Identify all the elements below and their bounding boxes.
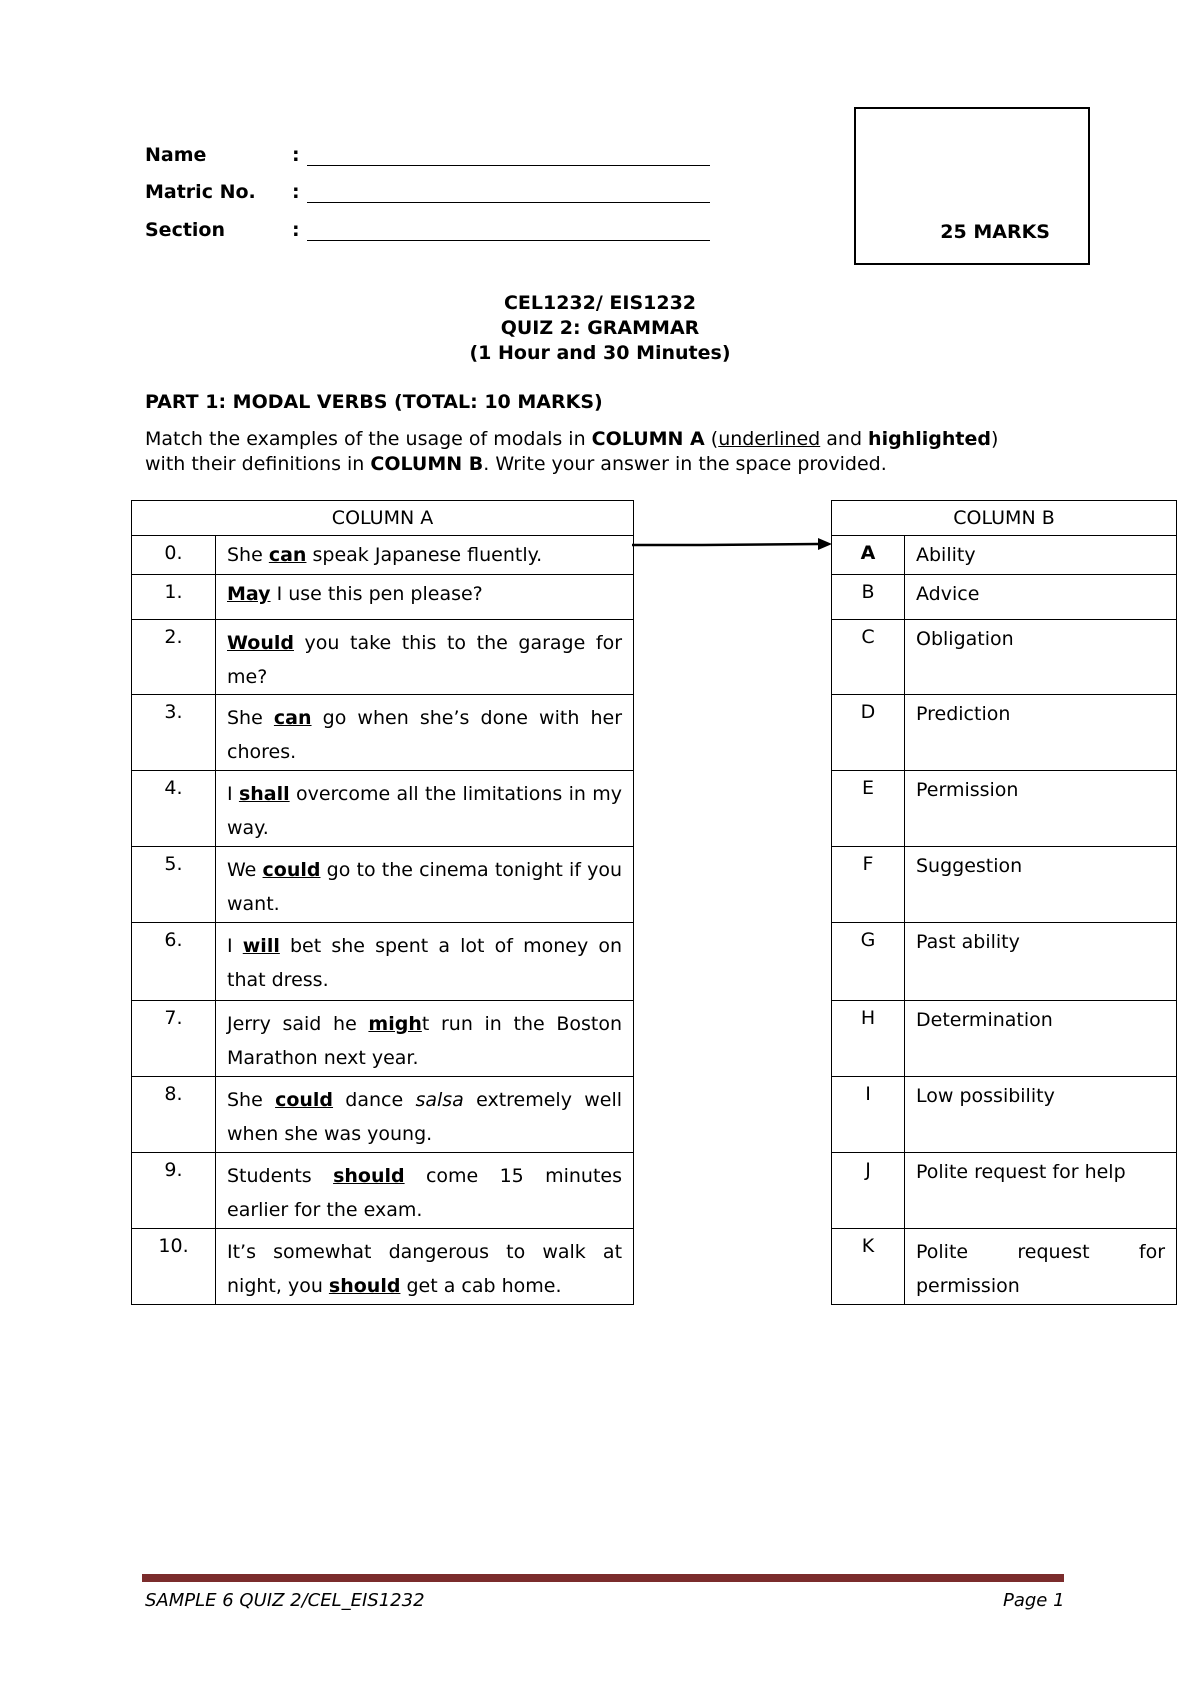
column-b-row: [832, 620, 1177, 695]
definition-text: Permission: [905, 771, 1177, 847]
sentence-post: go to the cinema tonight if you want.: [227, 859, 623, 915]
modal-verb: should: [333, 1165, 405, 1187]
item-number: 2.: [132, 620, 216, 695]
name-colon: :: [292, 144, 300, 166]
item-sentence: [216, 575, 634, 620]
item-sentence: [216, 1077, 634, 1153]
column-a-row: [132, 575, 634, 620]
item-number: 4.: [132, 771, 216, 847]
column-a-row: [132, 771, 634, 847]
example-arrow-icon: [632, 536, 836, 556]
section-label: Section: [145, 219, 226, 241]
modal-verb: can: [268, 544, 307, 566]
item-sentence: [216, 1001, 634, 1077]
sentence-pre: She: [227, 707, 274, 729]
footer-page-number: Page 1: [1003, 1590, 1065, 1611]
column-a-row: [132, 1229, 634, 1305]
instr-underlined: underlined: [718, 428, 821, 450]
definition-text: Polite request for permission: [905, 1229, 1177, 1305]
sentence-pre: I: [227, 783, 239, 805]
sentence-post: I use this pen please?: [270, 583, 483, 605]
column-a-row: [132, 847, 634, 923]
name-blank-line[interactable]: [307, 165, 710, 166]
footer-bar: [142, 1574, 1064, 1582]
item-number: 7.: [132, 1001, 216, 1077]
marks-box: [854, 107, 1090, 265]
sentence-post: t run in the Boston Marathon next year.: [227, 1013, 623, 1069]
instr-bold-2: highlighted: [868, 428, 991, 450]
definition-letter: K: [832, 1229, 905, 1305]
sentence-post: bet she spent a lot of money on that dress.: [227, 935, 623, 991]
item-sentence: [216, 536, 634, 575]
column-a-row: [132, 536, 634, 575]
instr-text-5: with their definitions in: [145, 453, 371, 475]
column-a-row: [132, 620, 634, 695]
item-sentence: [216, 695, 634, 771]
column-b-row: [832, 771, 1177, 847]
item-number: 10.: [132, 1229, 216, 1305]
modal-verb: should: [328, 1275, 401, 1297]
sentence-post: speak Japanese fluently.: [306, 544, 543, 566]
instr-bold-3: COLUMN B: [370, 453, 484, 475]
column-a-row: [132, 1153, 634, 1229]
definition-letter: E: [832, 771, 905, 847]
definition-letter: G: [832, 923, 905, 1001]
instructions: [145, 427, 1105, 477]
sentence-post: overcome all the limitations in my way.: [227, 783, 622, 839]
item-sentence: [216, 923, 634, 1001]
modal-verb: Would: [227, 632, 294, 654]
instr-bold-1: COLUMN A: [591, 428, 705, 450]
item-number: 8.: [132, 1077, 216, 1153]
column-b-table: [831, 500, 1177, 1305]
item-number: 9.: [132, 1153, 216, 1229]
quiz-title: QUIZ 2: GRAMMAR: [500, 317, 700, 339]
instr-text-1: Match the examples of the usage of modals in: [145, 428, 592, 450]
definition-text: Ability: [905, 536, 1177, 575]
column-a-table: [131, 500, 634, 1305]
column-b-row: [832, 847, 1177, 923]
modal-verb: could: [262, 859, 321, 881]
sentence-pre: Students: [227, 1165, 334, 1187]
column-a-row: [132, 1001, 634, 1077]
course-code: CEL1232/ EIS1232: [503, 292, 697, 314]
column-b-row: [832, 695, 1177, 771]
sentence-post: extremely well when she was young.: [227, 1089, 622, 1145]
definition-letter: F: [832, 847, 905, 923]
column-a-header: COLUMN A: [132, 501, 634, 536]
definition-text: Polite request for help: [905, 1153, 1177, 1229]
sentence-pre: It’s somewhat dangerous to walk at night, you: [227, 1241, 623, 1297]
column-b-row: [832, 536, 1177, 575]
matric-blank-line[interactable]: [307, 202, 710, 203]
sentence-italic: salsa: [415, 1089, 464, 1111]
definition-letter: H: [832, 1001, 905, 1077]
definition-text: Determination: [905, 1001, 1177, 1077]
definition-text: Suggestion: [905, 847, 1177, 923]
modal-verb: May: [227, 583, 271, 605]
item-sentence: [216, 1153, 634, 1229]
column-b-header: COLUMN B: [832, 501, 1177, 536]
column-b-row: [832, 575, 1177, 620]
item-sentence: [216, 771, 634, 847]
sentence-pre: Jerry said he: [227, 1013, 369, 1035]
section-blank-line[interactable]: [307, 240, 710, 241]
definition-letter: A: [832, 536, 905, 575]
item-number: 5.: [132, 847, 216, 923]
modal-verb: can: [273, 707, 312, 729]
instr-text-2: (: [704, 428, 719, 450]
column-b-row: [832, 1077, 1177, 1153]
instr-text-4: ): [990, 428, 999, 450]
footer-left-text: SAMPLE 6 QUIZ 2/CEL_EIS1232: [145, 1590, 425, 1611]
definition-text: Past ability: [905, 923, 1177, 1001]
modal-verb: could: [275, 1089, 334, 1111]
definition-letter: C: [832, 620, 905, 695]
marks-text: 25 MARKS: [940, 221, 1050, 243]
instr-text-3: and: [820, 428, 869, 450]
instr-text-6: . Write your answer in the space provided.: [483, 453, 887, 475]
column-a-row: [132, 1077, 634, 1153]
section-colon: :: [292, 219, 300, 241]
item-sentence: [216, 847, 634, 923]
item-number: 0.: [132, 536, 216, 575]
sentence-post: get a cab home.: [400, 1275, 562, 1297]
sentence-post: you take this to the garage for me?: [227, 632, 623, 688]
definition-text: Low possibility: [905, 1077, 1177, 1153]
definition-text: Advice: [905, 575, 1177, 620]
sentence-mid: dance: [333, 1089, 416, 1111]
definition-letter: D: [832, 695, 905, 771]
sentence-pre: She: [227, 1089, 276, 1111]
definition-text: Prediction: [905, 695, 1177, 771]
sentence-post: go when she’s done with her chores.: [227, 707, 623, 763]
part-title: PART 1: MODAL VERBS (TOTAL: 10 MARKS): [145, 391, 603, 413]
definition-letter: J: [832, 1153, 905, 1229]
item-number: 1.: [132, 575, 216, 620]
column-b-row: [832, 1153, 1177, 1229]
sentence-pre: She: [227, 544, 269, 566]
modal-verb: shall: [238, 783, 290, 805]
column-a-row: [132, 695, 634, 771]
name-label: Name: [145, 144, 207, 166]
item-number: 6.: [132, 923, 216, 1001]
matric-colon: :: [292, 181, 300, 203]
modal-verb: will: [242, 935, 280, 957]
definition-text: Obligation: [905, 620, 1177, 695]
column-b-row: [832, 1001, 1177, 1077]
item-number: 3.: [132, 695, 216, 771]
duration: (1 Hour and 30 Minutes): [469, 342, 731, 364]
sentence-pre: We: [227, 859, 263, 881]
item-sentence: [216, 620, 634, 695]
modal-verb: migh: [368, 1013, 422, 1035]
matric-label: Matric No.: [145, 181, 256, 203]
sentence-pre: I: [227, 935, 243, 957]
column-b-row: [832, 1229, 1177, 1305]
column-b-row: [832, 923, 1177, 1001]
sentence-post: come 15 minutes earlier for the exam.: [227, 1165, 623, 1221]
item-sentence: [216, 1229, 634, 1305]
definition-letter: I: [832, 1077, 905, 1153]
column-a-row: [132, 923, 634, 1001]
definition-letter: B: [832, 575, 905, 620]
